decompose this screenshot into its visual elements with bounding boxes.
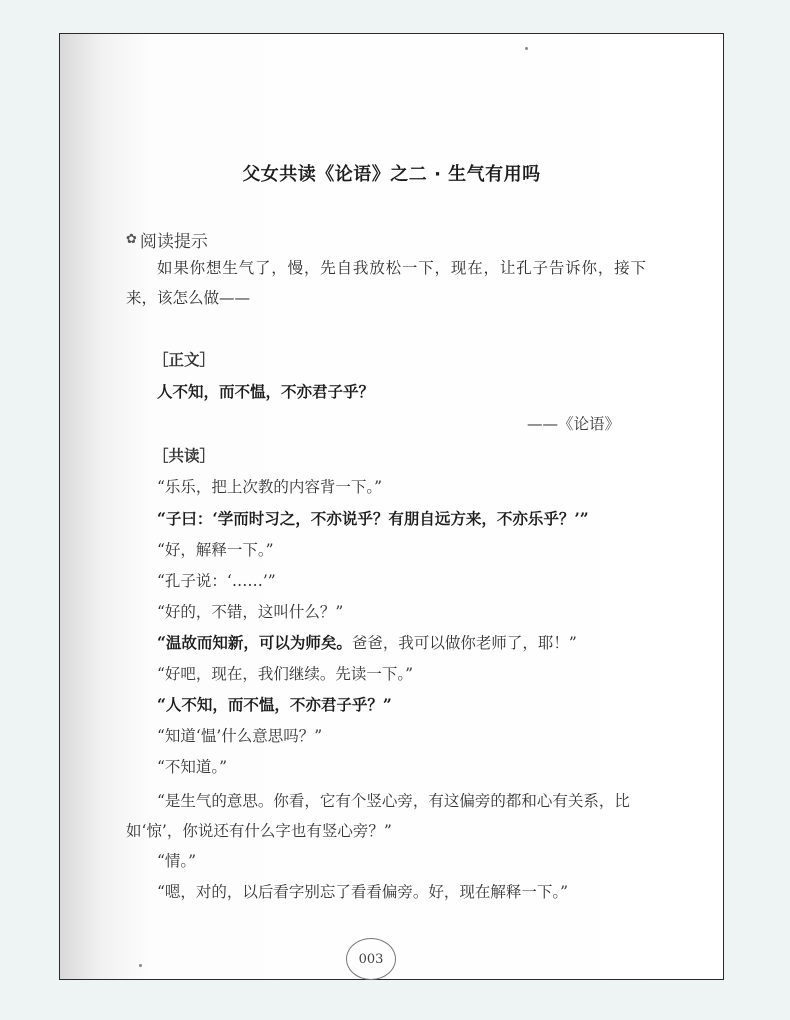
dialogue-quote-bold: “温故而知新，可以为师矣。: [157, 633, 352, 652]
dialogue-paragraph: “是生气的意思。你看，它有个竖心旁，有这偏旁的都和心有关系，比如‘惊’，你说还有什么字也有竖心旁？”: [126, 792, 630, 840]
scan-speck: [525, 47, 528, 50]
reading-hint-heading: [126, 227, 208, 252]
dialogue-line: “不知道。”: [157, 758, 228, 776]
main-text-quote: 人不知，而不愠，不亦君子乎？: [157, 382, 375, 401]
reading-hint-text: 如果你想生气了，慢，先自我放松一下，现在，让孔子告诉你，接下来，该怎么做——: [126, 259, 646, 307]
book-page: [59, 33, 724, 980]
dialogue-line: “乐乐，把上次教的内容背一下。”: [157, 478, 383, 496]
dialogue-line: “好的，不错，这叫什么？”: [157, 603, 344, 621]
dialogue-line: “情。”: [157, 852, 197, 870]
page-number: 003: [346, 938, 396, 980]
dialogue-line: “孔子说：‘……’”: [157, 572, 276, 590]
reading-hint-label: 阅读提示: [139, 232, 208, 252]
scan-speck: [139, 964, 142, 967]
quote-attribution: ——《论语》: [526, 415, 620, 433]
chapter-title: 父女共读《论语》之二 · 生气有用吗: [242, 164, 541, 185]
joint-reading-label: ［共读］: [153, 447, 216, 465]
dialogue-line: “好，解释一下。”: [157, 541, 274, 559]
dialogue-line: “知道‘愠’什么意思吗？”: [157, 727, 323, 745]
dialogue-quote-rest: 爸爸，我可以做你老师了，耶！”: [351, 634, 577, 652]
dialogue-line: “子曰：‘学而时习之，不亦说乎？有朋自远方来，不亦乐乎？’”: [157, 509, 589, 528]
dialogue-line: “好吧，现在，我们继续。先读一下。”: [157, 665, 414, 683]
gear-bullet-icon: ✿: [126, 232, 137, 247]
dialogue-line: “人不知，而不愠，不亦君子乎？”: [157, 695, 392, 714]
main-text-label: ［正文］: [153, 351, 216, 369]
dialogue-line: “嗯，对的，以后看字别忘了看看偏旁。好，现在解释一下。”: [157, 883, 569, 901]
dialogue-line: [157, 631, 577, 653]
